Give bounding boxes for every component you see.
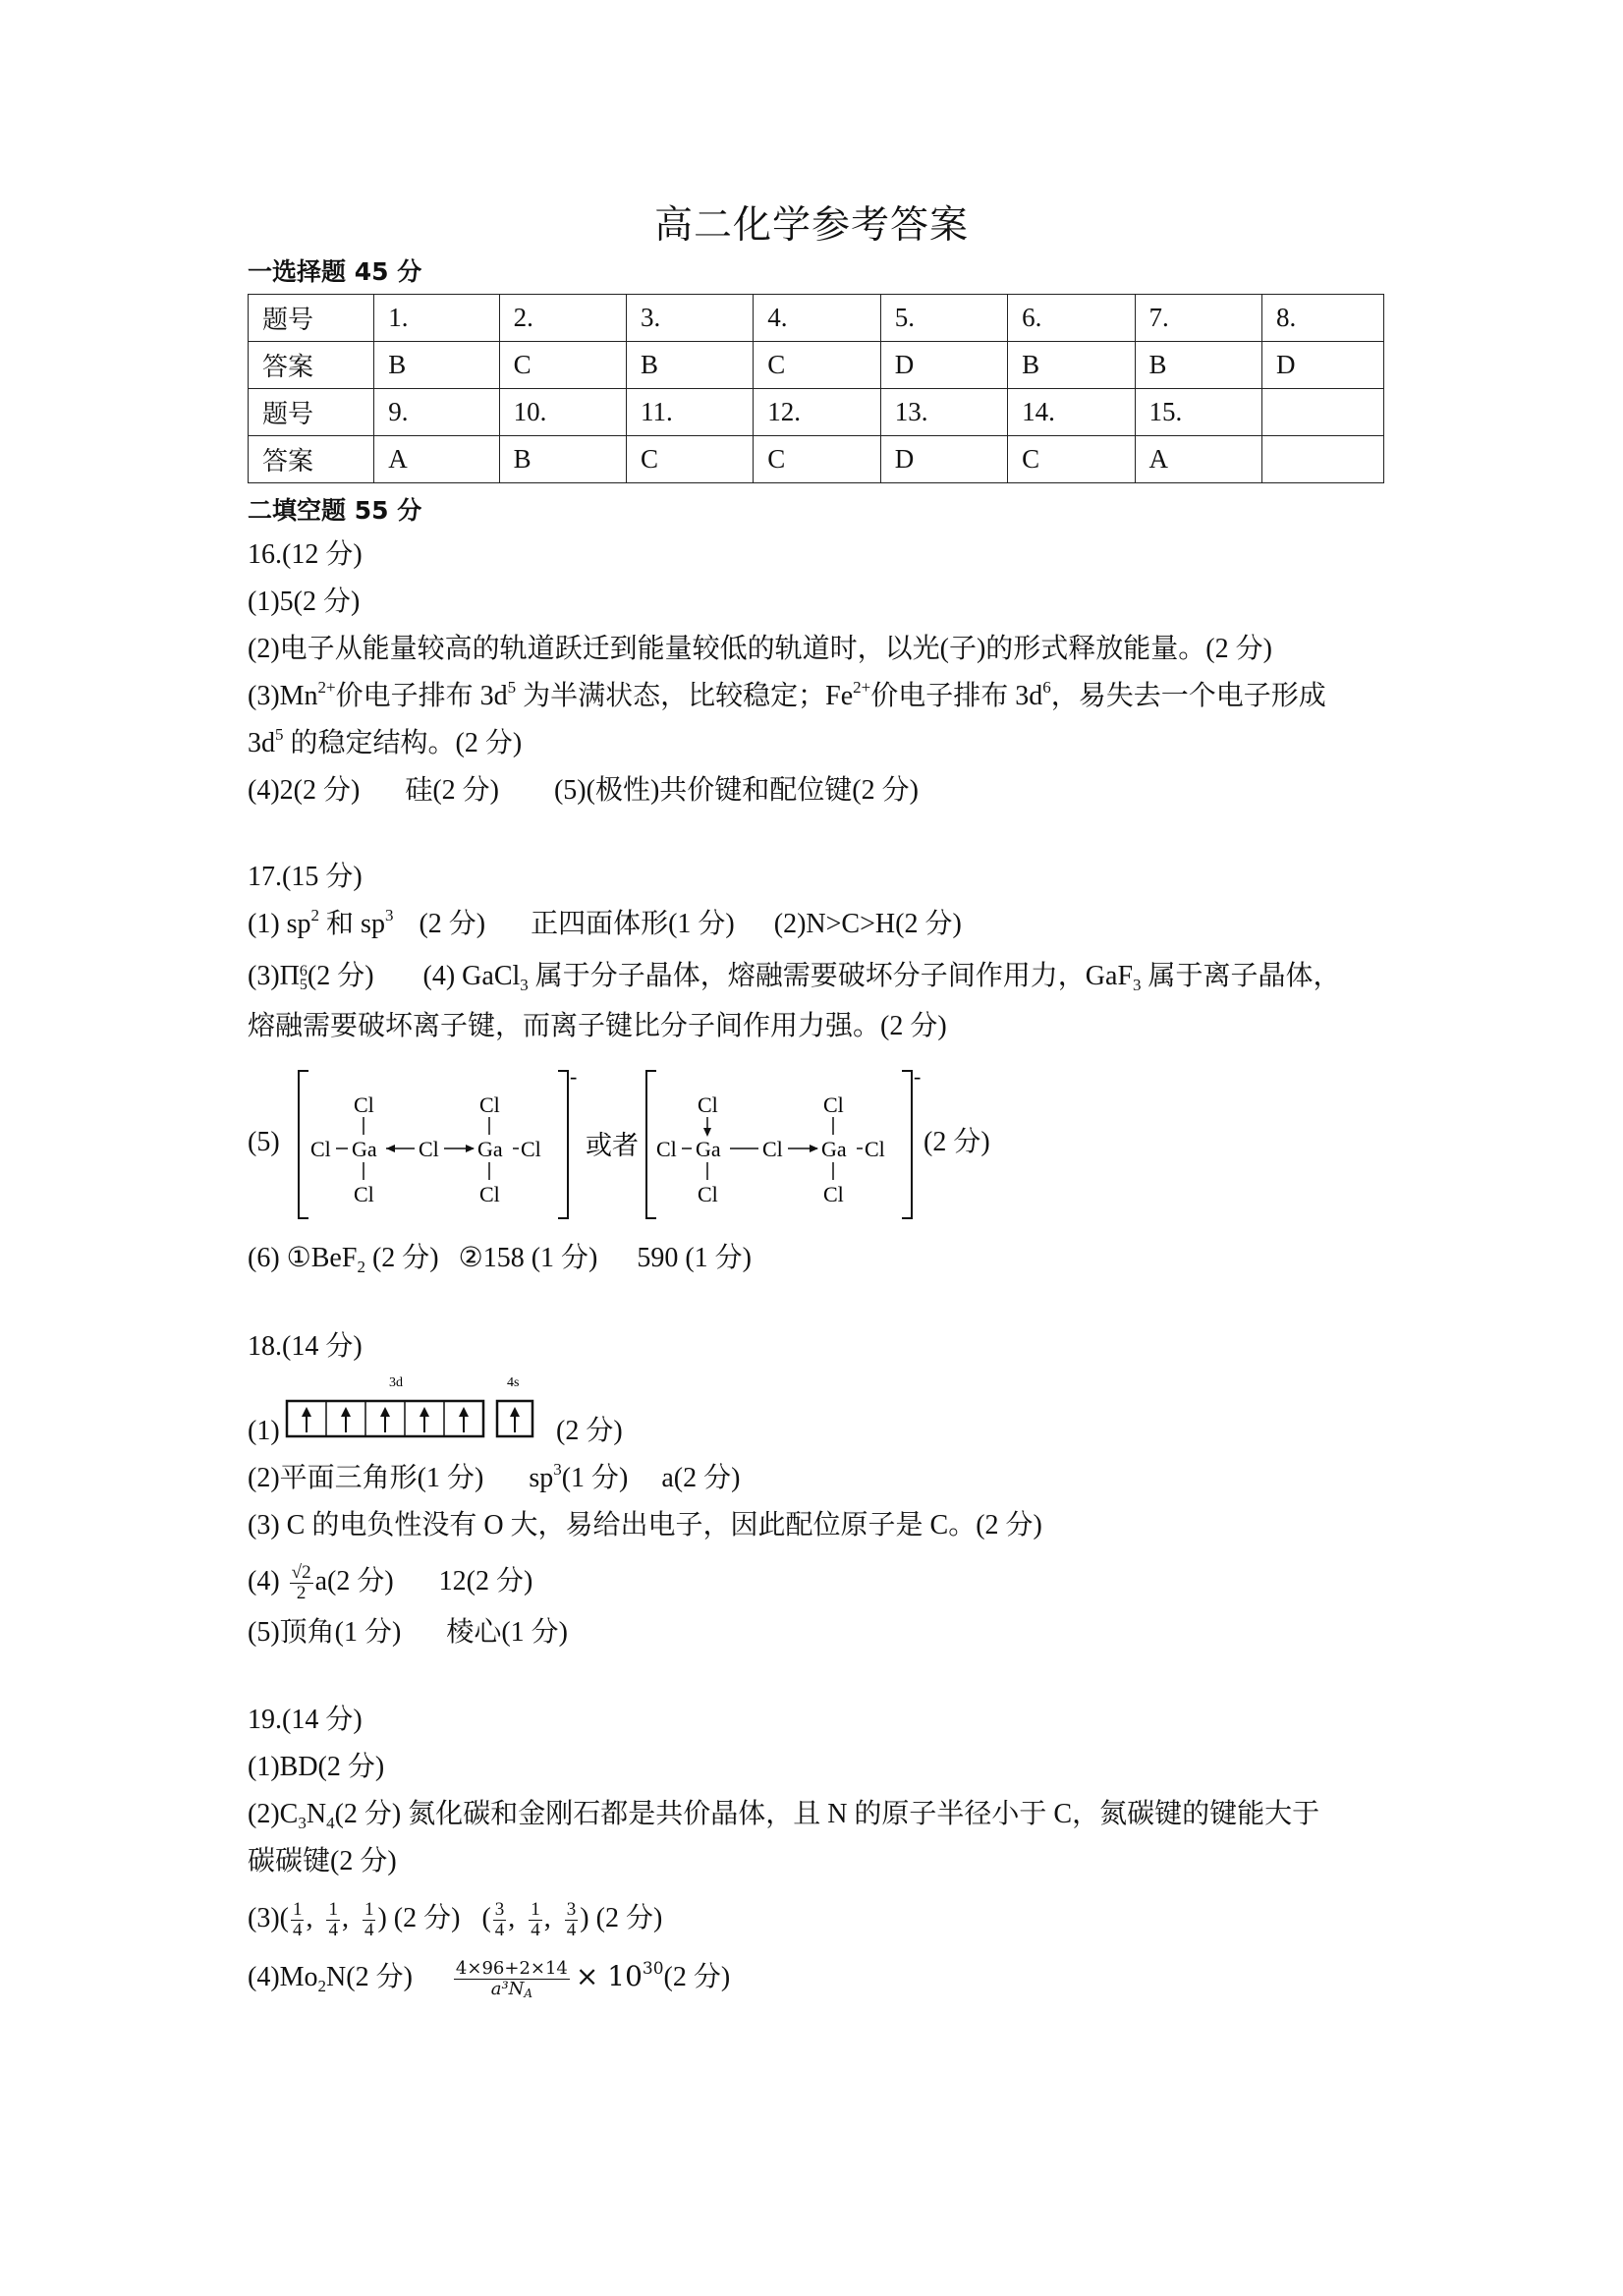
table-cell: 2.: [499, 295, 626, 342]
table-cell: A: [374, 436, 499, 483]
q17-part5-score: (2 分): [923, 1127, 990, 1157]
cl-atom: Cl: [479, 1092, 500, 1117]
cl-atom: Cl: [354, 1182, 374, 1206]
cl-atom: Cl: [310, 1137, 331, 1161]
q17-head: 17.(15 分): [248, 862, 363, 892]
orbital-label-3d: 3d: [389, 1375, 403, 1390]
table-cell: B: [1135, 342, 1261, 389]
cl-atom: Cl: [698, 1092, 718, 1117]
charge-sign: -: [914, 1066, 922, 1089]
table-cell: A: [1135, 436, 1261, 483]
table-cell: 6.: [1008, 295, 1135, 342]
table-cell: 12.: [754, 389, 880, 436]
ga2cl7-structure-diagram: [293, 1066, 961, 1223]
table-cell: 13.: [880, 389, 1007, 436]
cl-atom: Cl: [865, 1137, 885, 1161]
table-cell: 10.: [499, 389, 626, 436]
cl-atom: Cl: [698, 1182, 718, 1206]
q18-part5: (5)顶角(1 分) 棱心(1 分): [248, 1617, 568, 1648]
q19-head: 19.(14 分): [248, 1705, 363, 1735]
table-cell: C: [499, 342, 626, 389]
table-cell: B: [499, 436, 626, 483]
table-cell: [1261, 389, 1383, 436]
page-title: 高二化学参考答案: [653, 203, 969, 248]
table-cell: [1261, 436, 1383, 483]
cl-atom: Cl: [823, 1182, 844, 1206]
or-label: 或者: [586, 1131, 639, 1160]
table-cell: 3.: [627, 295, 754, 342]
table-cell: D: [880, 342, 1007, 389]
q18-head: 18.(14 分): [248, 1331, 363, 1362]
table-row-label: 题号: [249, 389, 374, 436]
cl-atom: Cl: [656, 1137, 677, 1161]
table-cell: C: [754, 342, 880, 389]
ga-atom: Ga: [477, 1137, 503, 1161]
q17-part5-label: (5): [248, 1127, 280, 1157]
table-cell: 11.: [627, 389, 754, 436]
q18-part1: (1): [248, 1416, 280, 1446]
table-cell: B: [627, 342, 754, 389]
table-cell: C: [754, 436, 880, 483]
q17-part6: (6) ①BeF$_2$ (2 分) ②158 (1 分) 590 (1 分): [248, 1243, 753, 1276]
table-cell: B: [1008, 342, 1135, 389]
cl-atom: Cl: [354, 1092, 374, 1117]
q17-part3-4: (3)Π 6 5 (2 分) (4) GaCl$_3$ 属于分子晶体，熔融需要破坏分子间作用力，GaF$_3$ 属于离子晶体，: [248, 961, 1341, 994]
orbital-label-4s: 4s: [507, 1375, 520, 1390]
q18-part3: (3) C 的电负性没有 O 大，易给出电子，因此配位原子是 C。(2 分): [248, 1510, 1042, 1540]
cl-atom: Cl: [419, 1137, 439, 1161]
q17-part1-2: (1) $sp^2$ 和 $sp^3$ (2 分) 正四面体形(1 分) (2)N>C>H(2 分): [248, 906, 962, 939]
q16-part1: (1)5(2 分): [248, 587, 361, 617]
answer-table: [248, 294, 1384, 483]
cl-atom: Cl: [479, 1182, 500, 1206]
q18-part4: (4) $\frac{√2}{2}$ a(2 分) 12(2 分): [248, 1562, 533, 1603]
table-row: [249, 389, 1384, 436]
table-row: [249, 342, 1384, 389]
table-cell: 14.: [1008, 389, 1135, 436]
table-cell: 8.: [1261, 295, 1383, 342]
q16-part2: (2)电子从能量较高的轨道跃迁到能量较低的轨道时，以光(子)的形式释放能量。(2 分): [248, 634, 1272, 664]
table-row-label: 答案: [249, 436, 374, 483]
cl-atom: Cl: [823, 1092, 844, 1117]
table-row-label: 题号: [249, 295, 374, 342]
ga-atom: Ga: [352, 1137, 377, 1161]
table-cell: B: [374, 342, 499, 389]
q18-part2: (2)平面三角形(1 分) $sp^3(1$ 分) a(2 分): [248, 1460, 741, 1493]
table-cell: 4.: [754, 295, 880, 342]
section-heading-fill: 二填空题 55 分: [248, 496, 422, 525]
ga-atom: Ga: [696, 1137, 721, 1161]
table-cell: 5.: [880, 295, 1007, 342]
q19-part2-line1: $(2)C_3N_4(2$ 分) 氮化碳和金刚石都是共价晶体，且 N 的原子半径小于 C，氮碳键的键能大于: [248, 1799, 1320, 1832]
cl-atom: Cl: [521, 1137, 541, 1161]
table-cell: 1.: [374, 295, 499, 342]
q19-part4: $(4)Mo_2N(2$ 分) $\frac{4\times 96+2\times 14}{a^3N_A}$ × $10^{30}(2$ 分): [248, 1958, 731, 2000]
q16-part3-line1: $(3)Mn^{2+}$价电子排布 $3d^5$ 为半满状态，比较稳定；$Fe^{2+}$价电子排布 $3d^6$，易失去一个电子形成: [248, 678, 1326, 711]
ga-atom: Ga: [821, 1137, 847, 1161]
table-row: [249, 436, 1384, 483]
table-cell: 15.: [1135, 389, 1261, 436]
table-cell: C: [1008, 436, 1135, 483]
cl-atom: Cl: [762, 1137, 783, 1161]
q16-head: 16.(12 分): [248, 539, 363, 570]
table-row-label: 答案: [249, 342, 374, 389]
charge-sign: -: [570, 1066, 578, 1089]
q16-part3-line2: $3d^5$ 的稳定结构。(2 分): [248, 725, 523, 758]
q19-part1: (1)BD(2 分): [248, 1752, 385, 1782]
q16-part4-5: (4)2(2 分) 硅(2 分) (5)(极性)共价键和配位键(2 分): [248, 775, 919, 806]
electron-orbital-diagram: [283, 1370, 558, 1444]
table-cell: 9.: [374, 389, 499, 436]
q17-part4-cont: 熔融需要破坏离子键，而离子键比分子间作用力强。(2 分): [248, 1011, 947, 1041]
table-cell: C: [627, 436, 754, 483]
table-cell: D: [880, 436, 1007, 483]
table-cell: D: [1261, 342, 1383, 389]
table-row: [249, 295, 1384, 342]
q19-part3: (3)( $\frac{1}{4}$ , $\frac{1}{4}$ , $\frac{1}{4}$ ) (2 分) ( $\frac{3}{4}$ , $\frac{1}{4}$ , $\frac{3}{4}$ ) (2 分): [248, 1899, 663, 1940]
q19-part2-line2: 碳碳键(2 分): [248, 1846, 397, 1876]
q18-part1-score: (2 分): [556, 1416, 623, 1446]
section-heading-choice: 一选择题 45 分: [248, 257, 422, 286]
table-cell: 7.: [1135, 295, 1261, 342]
